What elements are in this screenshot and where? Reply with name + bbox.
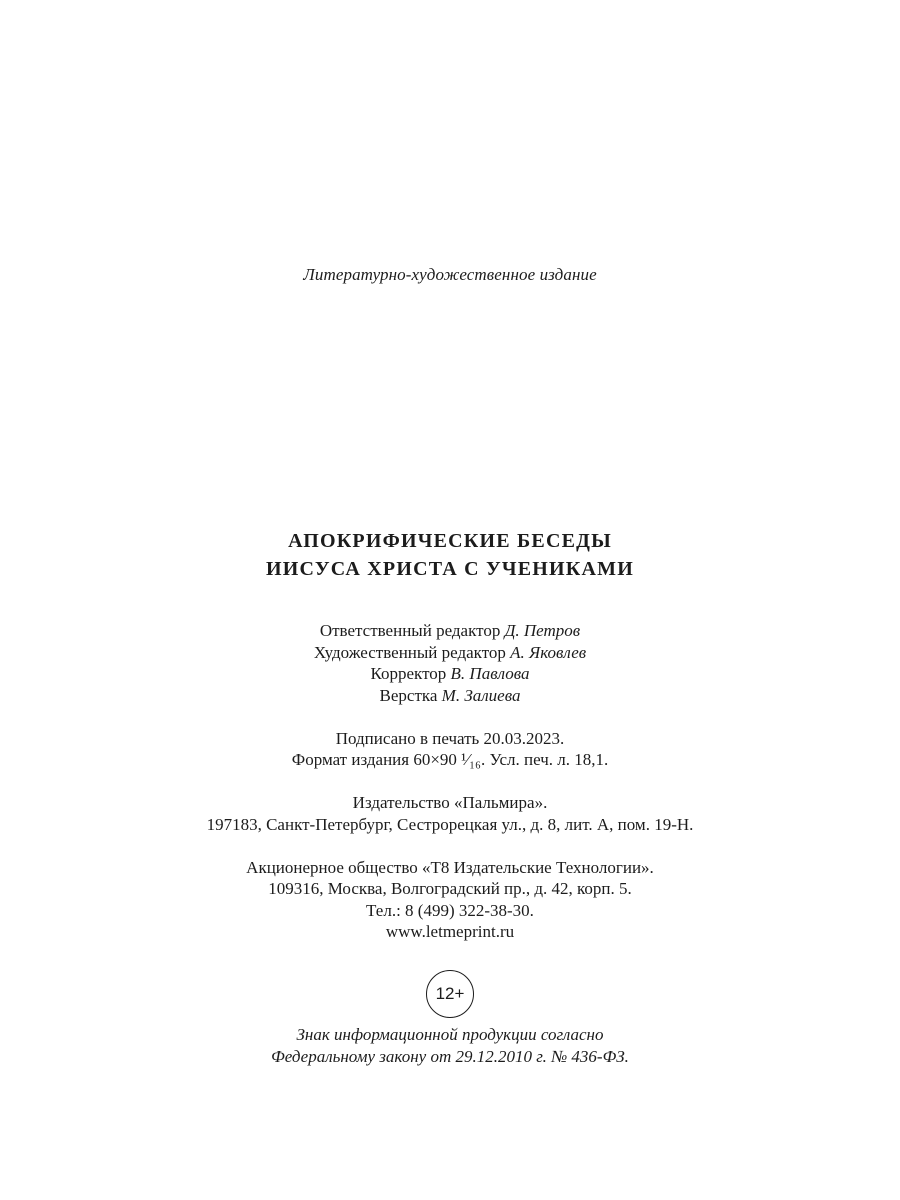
staff-credit (0, 620, 900, 642)
staff-name: А. Яковлев (510, 642, 587, 662)
printer-phone: Тел.: 8 (499) 322-38-30. (366, 900, 534, 920)
staff-name: М. Залиева (441, 685, 521, 705)
staff-role: Ответственный редактор (319, 621, 501, 640)
printer-name: Акционерное общество «Т8 Издательские Технологии». (246, 857, 654, 877)
notice-line-2: Федеральному закону от 29.12.2010 г. № 436-ФЗ. (271, 1047, 629, 1066)
printer-info (0, 857, 900, 943)
print-format: Формат издания 60×90 ¹⁄₁₆. Усл. печ. л. 18,1. (291, 750, 609, 769)
printer-address: 109316, Москва, Волгоградский пр., д. 42, корп. 5. (268, 879, 632, 898)
publisher-address: 197183, Санкт-Петербург, Сестрорецкая ул., д. 8, лит. А, пом. 19-Н. (206, 814, 694, 834)
staff-name: Д. Петров (504, 621, 581, 640)
staff-name: В. Павлова (450, 664, 530, 683)
staff-role: Художественный редактор (313, 642, 506, 662)
book-title-line-1: АПОКРИФИЧЕСКИЕ БЕСЕДЫ (288, 530, 612, 552)
print-info (0, 728, 900, 771)
info-product-notice (0, 1024, 900, 1068)
publisher-name: Издательство «Пальмира». (352, 793, 548, 812)
age-rating-badge: 12+ (426, 970, 474, 1018)
printer-website: www.letmeprint.ru (385, 922, 515, 941)
book-title-line-2: ИИСУСА ХРИСТА С УЧЕНИКАМИ (266, 558, 634, 580)
notice-line-1: Знак информационной продукции согласно (296, 1025, 604, 1044)
print-signed-date: Подписано в печать 20.03.2023. (335, 728, 565, 748)
publisher-info (0, 792, 900, 835)
staff-credits (0, 620, 900, 706)
book-title (0, 527, 900, 583)
staff-credit (0, 663, 900, 685)
staff-role: Верстка (379, 685, 438, 705)
staff-credit (0, 685, 900, 707)
staff-role: Корректор (370, 664, 447, 683)
imprint-block (0, 620, 900, 964)
staff-credit (0, 642, 900, 664)
edition-type: Литературно-художественное издание (303, 265, 597, 284)
